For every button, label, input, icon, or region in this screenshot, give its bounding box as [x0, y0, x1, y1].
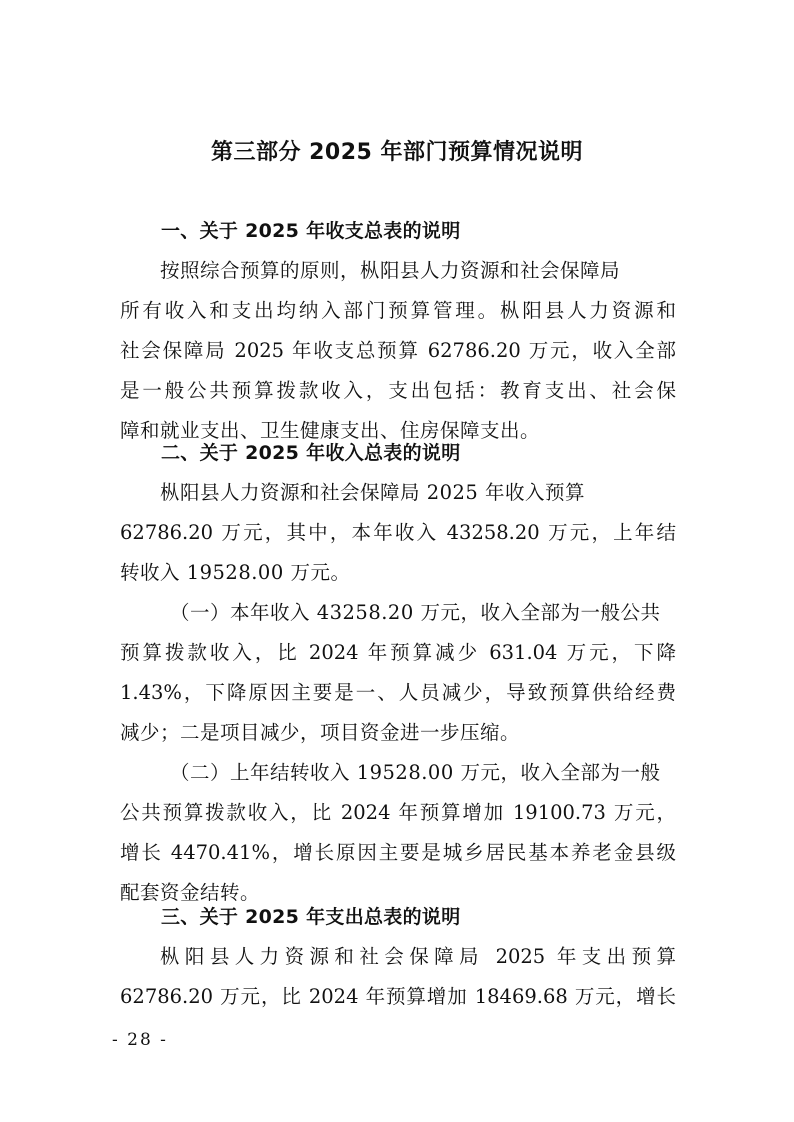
paragraph-line: （二）上年结转收入 19528.00 万元，收入全部为一般	[170, 761, 661, 784]
paragraph-line: 增长 4470.41%，增长原因主要是城乡居民基本养老金县级	[120, 841, 676, 864]
page-title: 第三部分 2025 年部门预算情况说明	[210, 140, 584, 165]
paragraph-line: 是一般公共预算拨款收入，支出包括：教育支出、社会保	[120, 379, 676, 402]
section-heading-3: 三、关于 2025 年支出总表的说明	[161, 906, 461, 928]
section-heading-2: 二、关于 2025 年收入总表的说明	[161, 442, 461, 464]
paragraph-line: 社会保障局 2025 年收支总预算 62786.20 万元，收入全部	[120, 339, 676, 362]
section-heading-1: 一、关于 2025 年收支总表的说明	[161, 220, 461, 242]
paragraph-line: （一）本年收入 43258.20 万元，收入全部为一般公共	[170, 601, 661, 624]
paragraph-line: 障和就业支出、卫生健康支出、住房保障支出。	[120, 419, 541, 442]
page-number: - 28 -	[112, 1030, 168, 1050]
paragraph-line: 62786.20 万元，其中，本年收入 43258.20 万元，上年结	[120, 521, 676, 544]
paragraph-line: 按照综合预算的原则，枞阳县人力资源和社会保障局	[160, 259, 621, 282]
paragraph-line: 配套资金结转。	[120, 881, 261, 904]
paragraph-line: 枞阳县人力资源和社会保障局 2025 年收入预算	[160, 481, 586, 504]
paragraph-line: 减少；二是项目减少，项目资金进一步压缩。	[120, 721, 521, 744]
paragraph-line: 所有收入和支出均纳入部门预算管理。枞阳县人力资源和	[120, 299, 676, 322]
paragraph-line: 转收入 19528.00 万元。	[120, 561, 351, 584]
paragraph-line: 公共预算拨款收入，比 2024 年预算增加 19100.73 万元，	[120, 801, 676, 824]
paragraph-line: 62786.20 万元，比 2024 年预算增加 18469.68 万元，增长	[120, 985, 676, 1008]
paragraph-line: 枞阳县人力资源和社会保障局 2025 年支出预算	[160, 945, 676, 968]
paragraph-line: 预算拨款收入，比 2024 年预算减少 631.04 万元，下降	[120, 641, 676, 664]
paragraph-line: 1.43%，下降原因主要是一、人员减少，导致预算供给经费	[120, 681, 676, 704]
